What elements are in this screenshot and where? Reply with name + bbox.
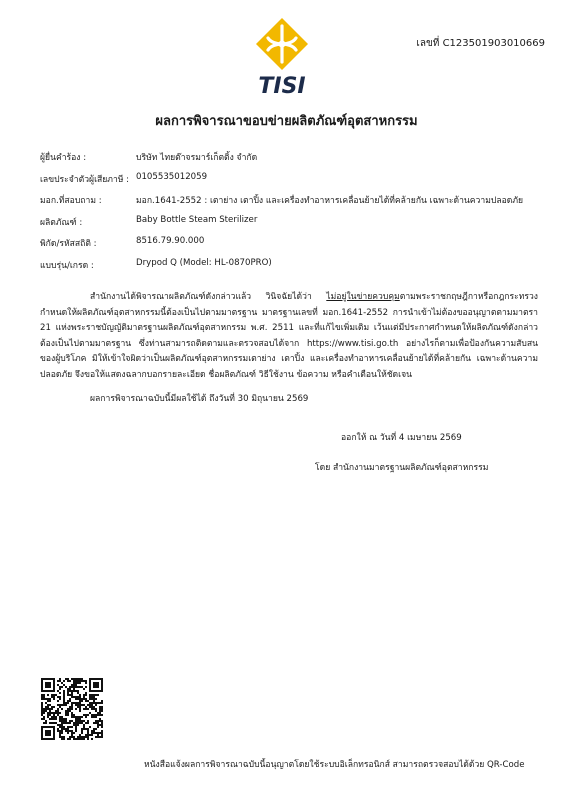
field-label: เลขประจำตัวผู้เสียภาษี : (40, 174, 130, 185)
issuer: โดย สำนักงานมาตรฐานผลิตภัณฑ์อุตสาหกรรม (315, 463, 489, 473)
field-product (40, 215, 540, 237)
tisi-logo (251, 16, 313, 96)
decision-text-start: สำนักงานได้พิจารณาผลิตภัณฑ์ดังกล่าวแล้ว วินิจฉัยได้ว่า (90, 292, 327, 302)
field-label: พิกัด/รหัสสถิติ : (40, 239, 97, 249)
field-value: มอก.1641-2552 : เตาย่าง เตาปิ้ง และเครื่องทำอาหารเคลื่อนย้ายได้ที่คล้ายกัน เฉพาะด้านความปลอดภัย (136, 196, 524, 206)
field-label: มอก.ที่สอบถาม : (40, 196, 102, 206)
qr-code[interactable] (41, 678, 103, 740)
field-label: ผลิตภัณฑ์ : (40, 217, 83, 228)
field-tax-id (40, 172, 540, 194)
footer-note: หนังสือแจ้งผลการพิจารณาฉบับนี้อนุญาตโดยใช้ระบบอิเล็กทรอนิกส์ สามารถตรวจสอบได้ด้วย QR-Code (144, 760, 525, 770)
field-label: ผู้ยื่นคำร้อง : (40, 153, 87, 163)
field-value: 0105535012059 (136, 171, 208, 182)
document-title: ผลการพิจารณาขอบข่ายผลิตภัณฑ์อุตสาหกรรม (155, 114, 418, 129)
document-number: เลขที่ C123501903010669 (416, 38, 545, 49)
decision-paragraph (40, 290, 538, 383)
field-value: Drypod Q (Model: HL-0870PRO) (136, 257, 272, 268)
field-label: แบบรุ่น/เกรด : (40, 260, 94, 271)
field-standard (40, 193, 540, 215)
field-value: บริษัท ไทยต๊าจรมาร์เก็ตติ้ง จำกัด (136, 153, 258, 163)
validity-statement: ผลการพิจารณาฉบับนี้มีผลใช้ได้ ถึงวันที่ 30 มิถุนายน 2569 (90, 394, 309, 404)
field-value: Baby Bottle Steam Sterilizer (136, 214, 258, 225)
decision-emphasis: ไม่อยู่ในข่ายควบคุม (326, 292, 400, 302)
details-list (40, 150, 540, 279)
decision-text-rest: ตามพระราชกฤษฎีกาหรือกฎกระทรวงกำหนดให้ผลิตภัณฑ์อุตสาหกรรมนี้ต้องเป็นไปตามมาตรฐาน มาตรฐานเลขที่ มอก.1641-2552 การนำเข้าไม่ต้องขออนุญาตตามมาตรา 21 แห่งพระราชบัญญัติมาตรฐานผลิตภัณฑ์อุตสาหกรรม พ.ศ. 2511 และที่แก้ไขเพิ่มเติม เว้นแต่มีประกาศกำหนดให้ผลิตภัณฑ์ดังกล่าวต้องเป็นไปตามมาตรฐาน ซึ่งท่านสามารถติดตามและตรวจสอบได้จาก https://www.tisi.go.th อย่างไรก็ตามเพื่อป้องกันความสับสนของผู้บริโภค มิให้เข้าใจผิดว่าเป็นผลิตภัณฑ์อุตสาหกรรมเตาย่าง เตาปิ้ง และเครื่องทำอาหารเคลื่อนย้ายได้ที่คล้ายกัน เฉพาะด้านความปลอดภัย จึงขอให้แสดงฉลากบอกรายละเอียด ชื่อผลิตภัณฑ์ วิธีใช้งาน ข้อความ หรือคำเตือนให้ชัดเจน (40, 292, 538, 380)
logo-wordmark: TISI (258, 74, 306, 96)
field-value: 8516.79.90.000 (136, 236, 205, 246)
field-hs-code (40, 236, 540, 258)
field-applicant (40, 150, 540, 172)
field-model (40, 258, 540, 280)
issue-date: ออกให้ ณ วันที่ 4 เมษายน 2569 (341, 433, 462, 443)
